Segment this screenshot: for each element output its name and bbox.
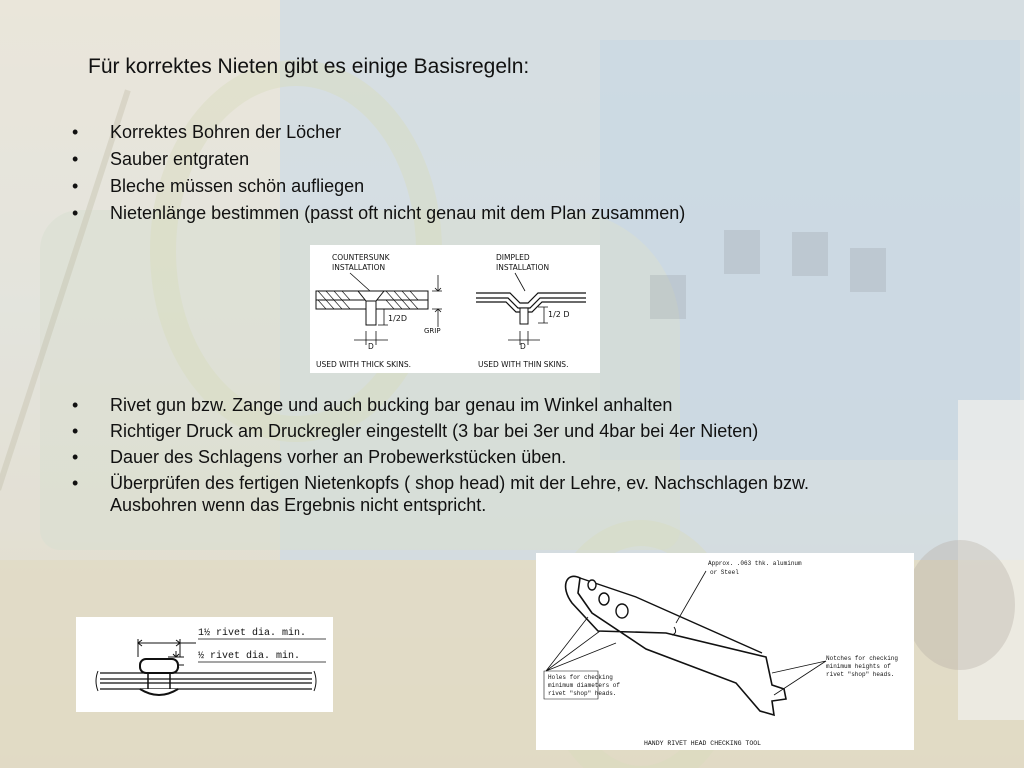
countersunk-title: INSTALLATION [332, 263, 386, 272]
countersunk-title: COUNTERSUNK [332, 253, 390, 262]
d-label: D [368, 342, 374, 351]
note-holes: rivet "shop" heads. [548, 690, 617, 697]
figure-shop-head-dimensions [76, 617, 333, 712]
bullet-text: Richtiger Druck am Druckregler eingestellt (3 bar bei 3er und 4bar bei 4er Nieten) [110, 421, 759, 441]
note-notches: minimum heights of [826, 663, 891, 670]
note-material: Approx. .063 thk. aluminum [708, 560, 802, 567]
half-d-label: 1/2D [388, 314, 408, 323]
note-notches: rivet "shop" heads. [826, 671, 895, 678]
bullet-glyph: • [72, 149, 79, 169]
bullet-glyph: • [72, 395, 79, 415]
bullet-item [72, 472, 862, 516]
half-d-label: 1/2 D [548, 310, 570, 319]
shop-head-drawing [96, 639, 316, 695]
dimpled-rivet-drawing [476, 293, 586, 345]
d-label: D [520, 342, 526, 351]
note-holes: Holes for checking [548, 674, 613, 681]
bullet-text: Rivet gun bzw. Zange und auch bucking bar genau im Winkel anhalten [110, 395, 673, 415]
bullet-item [72, 446, 862, 468]
shop-head-height-label: ½ rivet dia. min. [198, 651, 301, 662]
bullet-item [72, 420, 862, 442]
figure-rivet-head-checking-tool [536, 553, 914, 750]
figure-rivet-installation-types [310, 245, 600, 373]
bullet-text: Sauber entgraten [110, 149, 250, 169]
bullet-glyph: • [72, 122, 79, 142]
bullet-glyph: • [72, 473, 79, 493]
grip-label: GRIP [424, 327, 441, 335]
caption-thin-skins: USED WITH THIN SKINS. [478, 360, 569, 369]
bullet-item [72, 394, 862, 416]
bullet-text: Dauer des Schlagens vorher an Probewerkstücken üben. [110, 447, 567, 467]
bullet-item [72, 175, 872, 197]
bullet-text: Bleche müssen schön aufliegen [110, 176, 365, 196]
bullet-item [72, 148, 872, 170]
checking-tool-caption: HANDY RIVET HEAD CHECKING TOOL [644, 740, 762, 747]
slide-title: Für korrektes Nieten gibt es einige Basisregeln: [88, 55, 530, 78]
bullet-text: Überprüfen des fertigen Nietenkopfs ( shop head) mit der Lehre, ev. Nachschlagen bzw. Ausbohren wenn das Ergebnis nicht entspricht. [110, 473, 810, 515]
bullet-glyph: • [72, 176, 79, 196]
note-holes: minimum diameters of [548, 682, 621, 689]
bullet-item [72, 121, 872, 143]
bullet-glyph: • [72, 203, 79, 223]
caption-thick-skins: USED WITH THICK SKINS. [316, 360, 411, 369]
bullet-item [72, 202, 872, 224]
bullet-text: Korrektes Bohren der Löcher [110, 122, 342, 142]
bullet-list-riveting [72, 394, 862, 520]
shop-head-diameter-label: 1½ rivet dia. min. [198, 628, 307, 639]
dimpled-title: INSTALLATION [496, 263, 550, 272]
bullet-list-preparation [72, 121, 872, 229]
bullet-glyph: • [72, 421, 79, 441]
dimpled-title: DIMPLED [496, 253, 530, 262]
note-material: or Steel [710, 569, 739, 576]
note-notches: Notches for checking [826, 655, 899, 662]
bullet-text: Nietenlänge bestimmen (passt oft nicht genau mit dem Plan zusammen) [110, 203, 686, 223]
bullet-glyph: • [72, 447, 79, 467]
